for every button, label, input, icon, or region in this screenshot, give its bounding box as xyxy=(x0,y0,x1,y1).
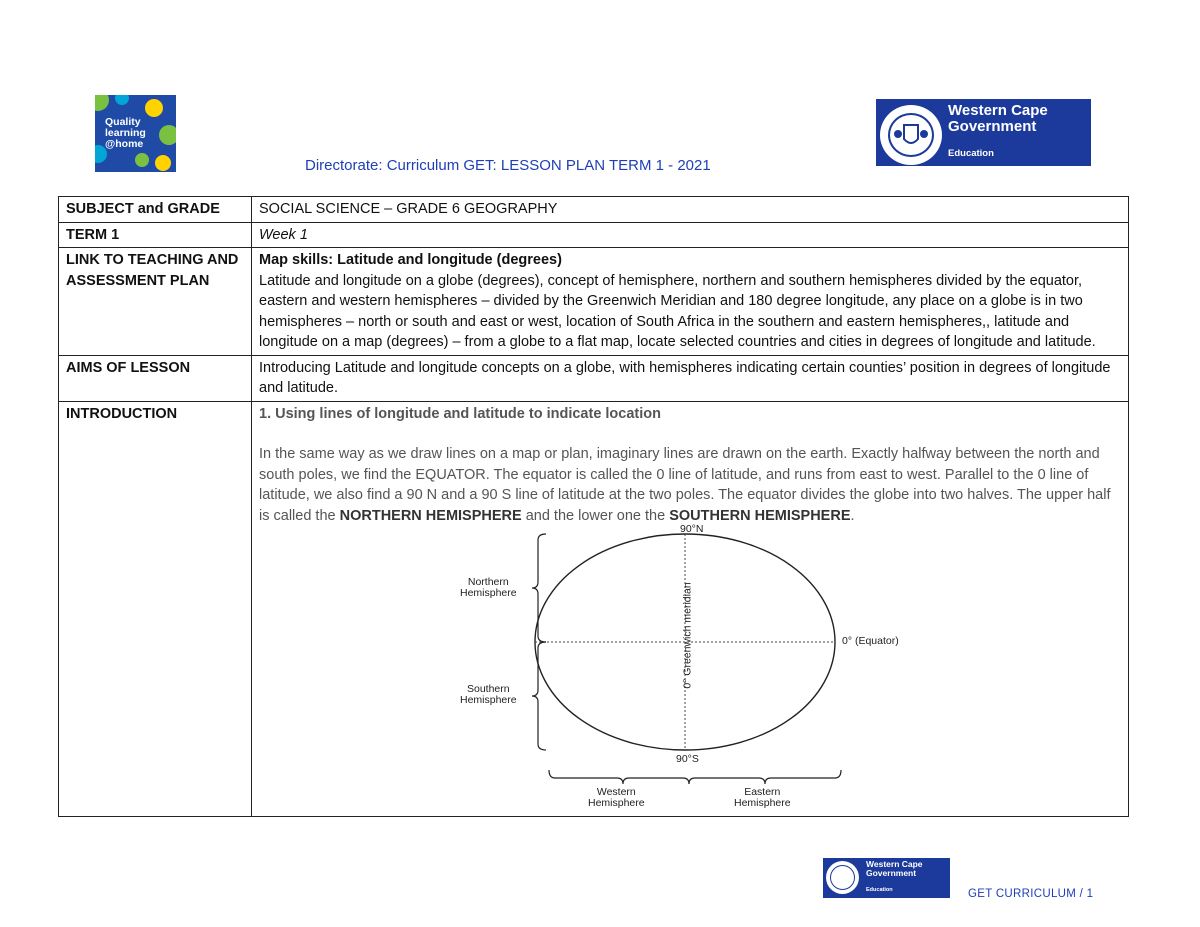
table-row-aims xyxy=(59,355,1129,401)
western-hemisphere-label: Western Hemisphere xyxy=(588,786,645,809)
eastern-hemisphere-label: Eastern Hemisphere xyxy=(734,786,791,809)
northern-hemisphere-term: NORTHERN HEMISPHERE xyxy=(339,507,522,524)
footer-logo xyxy=(823,858,950,898)
quality-learning-logo xyxy=(95,95,176,172)
footer-coat-of-arms-icon xyxy=(826,861,859,894)
introduction-cell xyxy=(252,401,1129,817)
subject-value: SOCIAL SCIENCE – GRADE 6 GEOGRAPHY xyxy=(252,197,1129,223)
north-pole-label: 90°N xyxy=(680,523,704,535)
western-cape-government-logo xyxy=(876,99,1091,166)
hemisphere-diagram xyxy=(456,523,926,816)
south-pole-label: 90°S xyxy=(676,753,699,765)
page-number: GET CURRICULUM / 1 xyxy=(968,888,1094,900)
quality-learning-text: Quality learning @home xyxy=(105,116,146,150)
equator-label: 0° (Equator) xyxy=(842,635,899,647)
western-brace xyxy=(549,770,689,784)
southern-hemisphere-label: Southern Hemisphere xyxy=(460,683,517,706)
education-label: Education xyxy=(948,148,994,159)
link-heading: Map skills: Latitude and longitude (degrees) xyxy=(259,252,562,268)
northern-brace xyxy=(532,534,546,642)
coat-of-arms-icon xyxy=(880,105,942,165)
table-row-link xyxy=(59,248,1129,356)
subject-label: SUBJECT and GRADE xyxy=(59,197,252,223)
meridian-label: 0° Greenwich meridian xyxy=(681,582,694,689)
introduction-body: In the same way as we draw lines on a map or plan, imaginary lines are drawn on the earth. Exactly halfway between the north and south poles, we find the EQUATOR. The equator is called the 0 line of latitude, and runs from east to west. Parallel to the 0 line of latitude, we also find a 90 N and a 90 S line of latitude at the two poles. The equator divides the globe into two halves. The upper half is called the NORTHERN HEMISPHERE and the lower one the SOUTHERN HEMISPHERE. xyxy=(259,446,1111,524)
table-row-subject xyxy=(59,197,1129,223)
southern-hemisphere-term: SOUTHERN HEMISPHERE xyxy=(669,507,851,524)
introduction-label: INTRODUCTION xyxy=(59,401,252,817)
term-value: Week 1 xyxy=(252,222,1129,248)
link-body: Latitude and longitude on a globe (degrees), concept of hemisphere, northern and southern hemispheres divided by the equator, eastern and western hemispheres – divided by the Greenwich Meridian and 180 degree longitude, any place on a globe is in two hemispheres – north or south and east or west, location of South Africa in the southern and eastern hemispheres,, latitude and longitude on a map (degrees) – from a globe to a flat map, locate selected countries and cities in degrees of longitude and latitude. xyxy=(259,272,1096,350)
table-row-term xyxy=(59,222,1129,248)
aims-label: AIMS OF LESSON xyxy=(59,355,252,401)
footer-logo-name: Western Cape Government xyxy=(866,859,923,878)
western-cape-government-name: Western Cape Government xyxy=(948,102,1048,135)
footer-logo-sub: Education xyxy=(866,887,893,893)
document-heading: Directorate: Curriculum GET: LESSON PLAN TERM 1 - 2021 xyxy=(305,157,711,174)
eastern-brace xyxy=(689,770,841,784)
introduction-heading: 1. Using lines of longitude and latitude to indicate location xyxy=(259,405,661,422)
term-label: TERM 1 xyxy=(59,222,252,248)
table-row-introduction xyxy=(59,401,1129,817)
southern-brace xyxy=(532,642,546,750)
link-label: LINK TO TEACHING AND ASSESSMENT PLAN xyxy=(59,248,252,356)
northern-hemisphere-label: Northern Hemisphere xyxy=(460,576,517,599)
aims-value: Introducing Latitude and longitude concepts on a globe, with hemispheres indicating certain counties’ position in degrees of longitude and latitude. xyxy=(252,355,1129,401)
lesson-plan-table xyxy=(58,196,1129,817)
link-cell xyxy=(252,248,1129,356)
